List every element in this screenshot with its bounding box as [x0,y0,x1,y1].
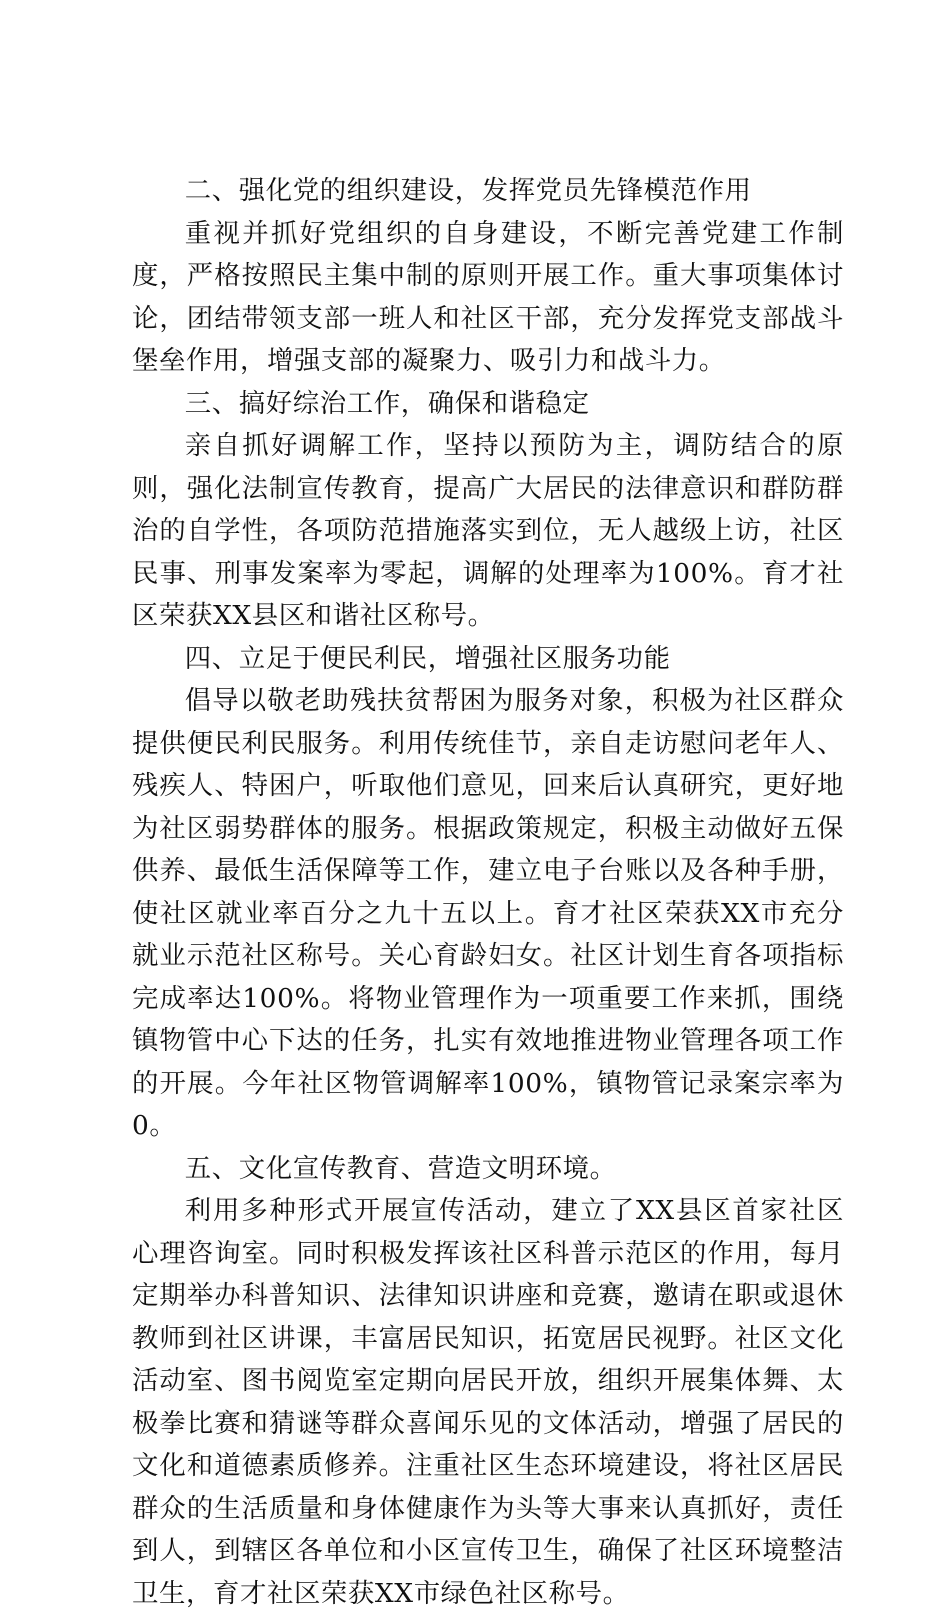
document-body [132,170,844,1615]
paragraph-culture-education: 利用多种形式开展宣传活动，建立了XX县区首家社区心理咨询室。同时积极发挥该社区科普示范区的作用，每月定期举办科普知识、法律知识讲座和竞赛，邀请在职或退休教师到社区讲课，丰富居民知识，拓宽居民视野。社区文化活动室、图书阅览室定期向居民开放，组织开展集体舞、太极拳比赛和猜谜等群众喜闻乐见的文体活动，增强了居民的文化和道德素质修养。注重社区生态环境建设，将社区居民群众的生活质量和身体健康作为头等大事来认真抓好，责任到人，到辖区各单位和小区宣传卫生，确保了社区环境整洁卫生，育才社区荣获XX市绿色社区称号。 [132,1195,844,1609]
paragraph-community-service: 倡导以敬老助残扶贫帮困为服务对象，积极为社区群众提供便民利民服务。利用传统佳节，亲自走访慰问老年人、残疾人、特困户，听取他们意见，回来后认真研究，更好地为社区弱势群体的服务。根据政策规定，积极主动做好五保供养、最低生活保障等工作，建立电子台账以及各种手册，使社区就业率百分之九十五以上。育才社区荣获XX市充分就业示范社区称号。关心育龄妇女。社区计划生育各项指标完成率达100%。将物业管理作为一项重要工作来抓，围绕镇物管中心下达的任务，扎实有效地推进物业管理各项工作的开展。今年社区物管调解率100%，镇物管记录案宗率为0。 [132,685,844,1141]
section-heading-3: 三、搞好综治工作，确保和谐稳定 [184,387,590,419]
section-heading-4: 四、立足于便民利民，增强社区服务功能 [184,642,671,674]
section-heading-2: 二、强化党的组织建设，发挥党员先锋模范作用 [184,175,752,206]
paragraph-mediation: 亲自抓好调解工作，坚持以预防为主，调防结合的原则，强化法制宣传教育，提高广大居民的法律意识和群防群治的自学性，各项防范措施落实到位，无人越级上访，社区民事、刑事发案率为零起，调解的处理率为100%。育才社区荣获XX县区和谐社区称号。 [132,430,844,631]
paragraph-party-building: 重视并抓好党组织的自身建设，不断完善党建工作制度，严格按照民主集中制的原则开展工作。重大事项集体讨论，团结带领支部一班人和社区干部，充分发挥党支部战斗堡垒作用，增强支部的凝聚力、吸引力和战斗力。 [132,217,844,376]
section-heading-5: 五、文化宣传教育、营造文明环境。 [184,1152,617,1184]
